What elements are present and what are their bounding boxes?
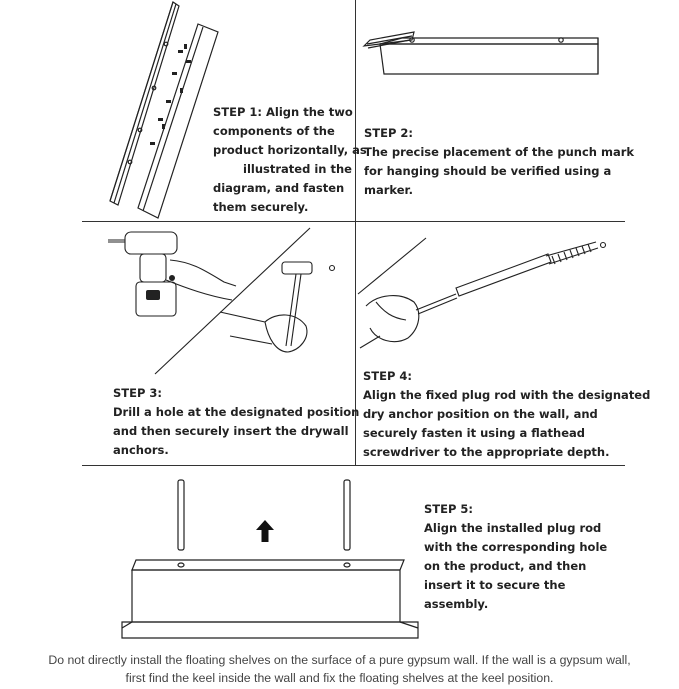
step-1-line: product horizontally, as: [213, 143, 367, 157]
step-5-line: insert it to secure the: [424, 578, 566, 592]
step-2-line: marker.: [364, 183, 413, 197]
step-5-line: Align the installed plug rod: [424, 521, 602, 535]
step-1-line: diagram, and fasten: [213, 181, 345, 195]
step-2-line: The precise placement of the punch mark: [364, 145, 635, 159]
step-1-line: components of the: [213, 124, 335, 138]
screwdriver-illustration: [356, 236, 612, 366]
step-1-text: [213, 103, 367, 217]
step-2-text: [364, 124, 634, 200]
shelf-marking-illustration: [362, 26, 612, 82]
divider-horizontal-1: [82, 221, 625, 222]
up-arrow-icon: [256, 520, 274, 542]
step-4-line: dry anchor position on the wall, and: [363, 407, 598, 421]
step-2-line: for hanging should be verified using a: [364, 164, 612, 178]
footer-warning-line-1: Do not directly install the floating shelves on the surface of a pure gypsum wall. If the wall is a gypsum wall,: [48, 653, 631, 667]
step-5-line: assembly.: [424, 597, 489, 611]
step-5-line: with the corresponding hole: [424, 540, 608, 554]
step-4-line: screwdriver to the appropriate depth.: [363, 445, 610, 459]
step-3-line: anchors.: [113, 443, 169, 457]
step-3-title: STEP 3:: [113, 386, 163, 400]
step-5-line: on the product, and then: [424, 559, 587, 573]
step-1-line: illustrated in the: [243, 162, 352, 176]
step-2-title: STEP 2:: [364, 126, 414, 140]
step-4-line: Align the fixed plug rod with the designated: [363, 388, 651, 402]
step-4-line: securely fasten it using a flathead: [363, 426, 586, 440]
drill-illustration: [100, 226, 340, 376]
step-4-title: STEP 4:: [363, 369, 413, 383]
divider-horizontal-2: [82, 465, 625, 466]
step-3-line: Drill a hole at the designated position ,: [113, 405, 376, 419]
shelf-insert-illustration: [118, 478, 423, 642]
step-1-line: them securely.: [213, 200, 309, 214]
step-5-title: STEP 5:: [424, 502, 474, 516]
step-1-title: STEP 1: Align the two: [213, 105, 353, 119]
footer-warning-line-2: first find the keel inside the wall and fix the floating shelves at the keel position.: [125, 671, 554, 685]
step-4-text: [363, 367, 650, 462]
step-3-text: [113, 384, 375, 460]
step-3-line: and then securely insert the drywall: [113, 424, 349, 438]
step-5-text: [424, 500, 607, 614]
